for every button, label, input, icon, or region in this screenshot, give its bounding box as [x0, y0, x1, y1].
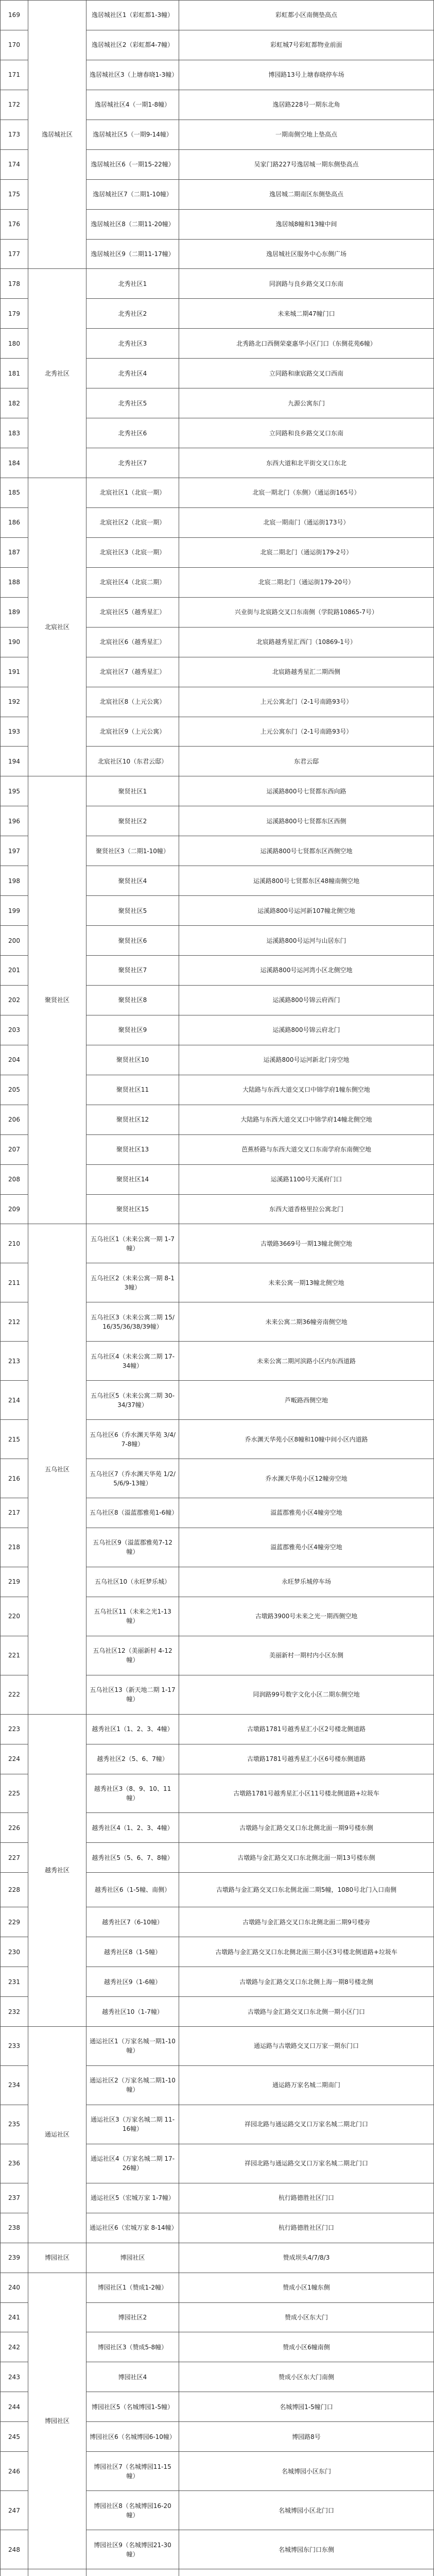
site-address: 运溪路800号锦云府西门	[179, 985, 434, 1015]
sub-location: 北秀社区1	[86, 269, 179, 299]
sub-location: 北宸社区5（越秀星汇）	[86, 597, 179, 627]
row-number: 191	[1, 657, 28, 687]
row-number: 207	[1, 1134, 28, 1164]
row-number: 179	[1, 299, 28, 329]
sub-location: 五乌社区5（未来公寓二期 30-34/37幢）	[86, 1381, 179, 1420]
row-number: 182	[1, 388, 28, 418]
sub-location: 聚贤社区14	[86, 1164, 179, 1194]
site-address: 芭蕉桥路与东西大道交叉口东南学府东南侧空地	[179, 1134, 434, 1164]
row-number: 225	[1, 1774, 28, 1813]
row-number: 186	[1, 507, 28, 537]
row-number: 180	[1, 329, 28, 359]
site-address: 彩虹都小区南侧垫高点	[179, 1, 434, 30]
row-number: 213	[1, 1342, 28, 1381]
sub-location: 越秀社区3（8、9、10、11幢）	[86, 1774, 179, 1813]
sub-location: 博园社区4	[86, 2362, 179, 2392]
table-row	[1, 1, 434, 30]
sub-location: 越秀社区10（1-7幢）	[86, 1997, 179, 2027]
table-row	[1, 2569, 434, 2576]
row-number: 204	[1, 1045, 28, 1075]
sub-location: 逸居城社区8（二期11-20幢）	[86, 209, 179, 239]
row-number: 196	[1, 806, 28, 836]
community-name: 北宸社区	[28, 478, 86, 776]
sub-location: 聚贤社区7	[86, 956, 179, 986]
table-row	[1, 2243, 434, 2273]
sub-location: 聚贤社区15	[86, 1194, 179, 1224]
row-number: 247	[1, 2491, 28, 2530]
site-address: 北宸二期北门（通运街179-20号）	[179, 567, 434, 597]
row-number: 169	[1, 1, 28, 30]
site-address: 逸居路228号一期东北角	[179, 90, 434, 120]
table-row	[1, 2027, 434, 2066]
row-number: 193	[1, 717, 28, 747]
site-address: 博园路8号	[179, 2422, 434, 2452]
sub-location: 博园社区1（赞成1-2幢）	[86, 2273, 179, 2302]
row-number: 198	[1, 866, 28, 896]
sub-location: 五乌社区1（未来公寓一期 1-7幢）	[86, 1224, 179, 1263]
site-address: 博园路13号上塘春晓停车场	[179, 60, 434, 90]
sub-location: 博园社区9（名城博园21-30幢）	[86, 2530, 179, 2569]
site-address: 古墩路与金汇路交叉口东北侧北面一期9号楼东侧	[179, 1813, 434, 1843]
site-address: 杭行路德胜社区门口	[179, 2213, 434, 2243]
site-address: 北宸路越秀星汇西门（10869-1号）	[179, 627, 434, 657]
sub-location: 聚贤社区1	[86, 776, 179, 806]
row-number: 178	[1, 269, 28, 299]
sub-location: 博园社区7（名城博园11-15幢）	[86, 2452, 179, 2491]
row-number: 173	[1, 120, 28, 149]
row-number: 211	[1, 1263, 28, 1302]
row-number: 228	[1, 1873, 28, 1907]
site-address: 古墩路1781号越秀星汇小区11号楼北侧道路+垃圾车	[179, 1774, 434, 1813]
sub-location: 北秀社区5	[86, 388, 179, 418]
sub-location: 通运社区4（万家名城二期 17-26幢）	[86, 2144, 179, 2183]
site-address: 古墩路与金汇路交叉口东北侧北面二期5幢，1080号北门入口南侧	[179, 1873, 434, 1907]
site-address: 未来公寓二期河滨路小区内东西道路	[179, 1342, 434, 1381]
sub-location: 五乌社区9（溢蓝郡雅苑7-12幢）	[86, 1528, 179, 1567]
sub-location: 逸居城社区2（彩虹都4-7幢）	[86, 30, 179, 60]
site-address: 上元公寓东门（2-1号南路93号）	[179, 717, 434, 747]
row-number: 248	[1, 2530, 28, 2569]
row-number: 197	[1, 836, 28, 866]
site-address: 永旺梦乐城停车场	[179, 1567, 434, 1597]
sub-location: 聚贤社区12	[86, 1105, 179, 1134]
site-address: 通运路万家名城二期南门	[179, 2065, 434, 2105]
sub-location: 北秀社区3	[86, 329, 179, 359]
row-number: 176	[1, 209, 28, 239]
community-name: 博园社区	[28, 2273, 86, 2569]
community-name: 北秀社区	[28, 269, 86, 478]
sub-location: 北宸社区8（上元公寓）	[86, 687, 179, 717]
sub-location: 五乌社区2（未来公寓一期 8-13幢）	[86, 1263, 179, 1302]
site-address: 彩虹城7号彩虹都物业前面	[179, 30, 434, 60]
row-number: 223	[1, 1714, 28, 1744]
row-number: 238	[1, 2213, 28, 2243]
sub-location: 北秀社区2	[86, 299, 179, 329]
site-address	[179, 2569, 434, 2576]
sub-location: 五乌社区7（乔水渊天华苑 1/2/5/6/9-13幢）	[86, 1459, 179, 1498]
site-address: 名城博园东门口东侧	[179, 2530, 434, 2569]
row-number: 209	[1, 1194, 28, 1224]
row-number: 221	[1, 1636, 28, 1675]
row-number: 189	[1, 597, 28, 627]
site-address: 古墩路与金汇路交叉口东北侧上海一期8号楼北侧	[179, 1967, 434, 1997]
row-number: 231	[1, 1967, 28, 1997]
row-number: 220	[1, 1597, 28, 1636]
row-number: 236	[1, 2144, 28, 2183]
site-address: 运溪路1100号天溪府门口	[179, 1164, 434, 1194]
sub-location: 北宸社区6（越秀星汇）	[86, 627, 179, 657]
row-number: 184	[1, 448, 28, 478]
row-number: 188	[1, 567, 28, 597]
site-address: 运溪路800号七贤都东区西侧	[179, 806, 434, 836]
sub-location: 北宸社区7（越秀星汇）	[86, 657, 179, 687]
site-address: 祥园北路与通运路交叉口万家名城二期北门口	[179, 2105, 434, 2144]
sub-location: 北宸社区9（上元公寓）	[86, 717, 179, 747]
sub-location: 越秀社区8（1-5幢）	[86, 1937, 179, 1967]
sub-location: 北宸社区2（北宸一期）	[86, 507, 179, 537]
sub-location: 北秀社区4	[86, 359, 179, 388]
row-number: 217	[1, 1498, 28, 1528]
sub-location: 逸居城社区1（彩虹都1-3幢）	[86, 1, 179, 30]
row-number: 205	[1, 1075, 28, 1105]
sub-location: 逸居城社区3（上塘春晓1-3幢）	[86, 60, 179, 90]
row-number: 187	[1, 537, 28, 567]
table-row	[1, 269, 434, 299]
site-address: 东君云邸	[179, 747, 434, 776]
row-number: 229	[1, 1907, 28, 1937]
row-number: 190	[1, 627, 28, 657]
row-number: 219	[1, 1567, 28, 1597]
site-address: 古墩路3900号未来之光一期西侧空地	[179, 1597, 434, 1636]
row-number: 212	[1, 1302, 28, 1342]
sub-location: 越秀社区1（1、2、3、4幢）	[86, 1714, 179, 1744]
location-table-body	[1, 1, 434, 2576]
sub-location: 聚贤社区8	[86, 985, 179, 1015]
row-number: 203	[1, 1015, 28, 1045]
row-number: 210	[1, 1224, 28, 1263]
sub-location: 北秀社区7	[86, 448, 179, 478]
sub-location: 通运社区6（宏城万家 8-14幢）	[86, 2213, 179, 2243]
row-number: 230	[1, 1937, 28, 1967]
sub-location: 逸居城社区4（一期1-8幢）	[86, 90, 179, 120]
row-number: 170	[1, 30, 28, 60]
site-address: 未来公寓一期13幢北侧空地	[179, 1263, 434, 1302]
site-address: 北宸二期北门（通运街179-2号）	[179, 537, 434, 567]
sub-location: 聚贤社区11	[86, 1075, 179, 1105]
sub-location: 通运社区3（万家名城二期 11-16幢）	[86, 2105, 179, 2144]
site-address: 北宸一期南门（通运街173号）	[179, 507, 434, 537]
site-address: 逸居城二期南区东侧垫高点	[179, 179, 434, 209]
row-number: 200	[1, 926, 28, 956]
sub-location: 聚贤社区3（二期1-10幢）	[86, 836, 179, 866]
sub-location: 北宸社区10（东君云邸）	[86, 747, 179, 776]
row-number: 237	[1, 2183, 28, 2213]
sub-location: 越秀社区4（1、2、3、4幢）	[86, 1813, 179, 1843]
site-address: 杭行路德胜社区门口	[179, 2183, 434, 2213]
site-address: 名城博园小区北门口	[179, 2491, 434, 2530]
community-name: 聚贤社区	[28, 776, 86, 1224]
table-row	[1, 478, 434, 508]
row-number: 185	[1, 478, 28, 508]
site-address: 古墩路与金汇路交叉口东北侧北面二期9号楼旁	[179, 1907, 434, 1937]
row-number: 224	[1, 1744, 28, 1774]
row-number: 243	[1, 2362, 28, 2392]
row-number: 199	[1, 896, 28, 926]
sub-location: 博园社区6（名城博园6-10幢）	[86, 2422, 179, 2452]
site-address: 吴家门路227号逸居城一期东侧垫高点	[179, 149, 434, 179]
row-number: 245	[1, 2422, 28, 2452]
row-number: 208	[1, 1164, 28, 1194]
site-address: 古墩路3669号一期13幢北侧空地	[179, 1224, 434, 1263]
site-address: 北秀路北口西侧荣豪惠华小区门口（东侧花苑6幢）	[179, 329, 434, 359]
table-row	[1, 1224, 434, 1263]
site-address: 赞成小区东大门南侧	[179, 2362, 434, 2392]
row-number: 242	[1, 2332, 28, 2362]
sub-location: 聚贤社区9	[86, 1015, 179, 1045]
site-address: 芦畈路西侧空地	[179, 1381, 434, 1420]
site-address: 北宸路越秀星汇二期西侧	[179, 657, 434, 687]
row-number: 195	[1, 776, 28, 806]
sub-location: 博园社区3（赞成5-8幢）	[86, 2332, 179, 2362]
table-row	[1, 776, 434, 806]
row-number: 175	[1, 179, 28, 209]
community-name: 越秀社区	[28, 1714, 86, 2026]
row-number: 206	[1, 1105, 28, 1134]
row-number: 172	[1, 90, 28, 120]
site-address: 乔水渊天华苑小区12幢旁空地	[179, 1459, 434, 1498]
row-number: 222	[1, 1675, 28, 1714]
community-name: 博园社区	[28, 2243, 86, 2273]
row-number: 214	[1, 1381, 28, 1420]
sub-location: 北宸社区4（北宸二期）	[86, 567, 179, 597]
site-address: 古墩路1781号越秀星汇小区6号楼东侧道路	[179, 1744, 434, 1774]
sub-location: 越秀社区6（1-5幢、南侧）	[86, 1873, 179, 1907]
row-number: 174	[1, 149, 28, 179]
row-number: 181	[1, 359, 28, 388]
site-address: 赞成小区东大门	[179, 2302, 434, 2332]
site-address: 一期南侧空地上垫高点	[179, 120, 434, 149]
site-address: 通运路与古墩路交叉口万家一期东门口	[179, 2027, 434, 2066]
sub-location: 通运社区5（宏城万家 1-7幢）	[86, 2183, 179, 2213]
site-address: 运溪路800号运河新北门旁空地	[179, 1045, 434, 1075]
site-address: 运溪路800号七贤都东西向路	[179, 776, 434, 806]
sub-location: 越秀社区7（6-10幢）	[86, 1907, 179, 1937]
site-address: 运溪路800号锦云府北门	[179, 1015, 434, 1045]
row-number: 177	[1, 239, 28, 269]
row-number: 192	[1, 687, 28, 717]
sub-location: 五乌社区8（溢蓝郡雅苑1-6幢）	[86, 1498, 179, 1528]
site-address: 古墩路与金汇路交叉口东北侧北面一期13号楼东侧	[179, 1843, 434, 1873]
sub-location: 逸居城社区5（一期9-14幢）	[86, 120, 179, 149]
row-number: 234	[1, 2065, 28, 2105]
table-row	[1, 1714, 434, 1744]
community-name: 逸居城社区	[28, 1, 86, 269]
row-number: 244	[1, 2392, 28, 2422]
row-number: 241	[1, 2302, 28, 2332]
sub-location: 逸居城社区7（二期1-10幢）	[86, 179, 179, 209]
sub-location: 五乌社区12（美丽新村 4-12幢）	[86, 1636, 179, 1675]
site-address: 名城博园小区东门	[179, 2452, 434, 2491]
site-address: 古墩路与金汇路交叉口东北侧一期小区门口	[179, 1997, 434, 2027]
site-address: 同润路与良乡路交叉口东南	[179, 269, 434, 299]
site-address: 东西大道香格里拉公寓北门	[179, 1194, 434, 1224]
row-number: 226	[1, 1813, 28, 1843]
site-address: 赞成小区6幢南侧	[179, 2332, 434, 2362]
site-address: 赞成小区1幢东侧	[179, 2273, 434, 2302]
row-number: 239	[1, 2243, 28, 2273]
row-number	[1, 2569, 28, 2576]
sub-location: 博园社区2	[86, 2302, 179, 2332]
row-number: 232	[1, 1997, 28, 2027]
sub-location: 北宸社区3（北宸一期）	[86, 537, 179, 567]
site-address: 未来城二期47幢门口	[179, 299, 434, 329]
sub-location: 逸居城社区9（二期11-17幢）	[86, 239, 179, 269]
site-address: 名城博园1-5幢门口	[179, 2392, 434, 2422]
sub-location: 博园社区	[86, 2243, 179, 2273]
sub-location: 聚贤社区13	[86, 1134, 179, 1164]
row-number: 215	[1, 1420, 28, 1459]
site-address: 运溪路800号运河湾小区北侧空地	[179, 956, 434, 986]
site-address: 运溪路800号运河与山居东门	[179, 926, 434, 956]
site-address: 逸居城8幢和13幢中间	[179, 209, 434, 239]
row-number: 218	[1, 1528, 28, 1567]
site-address: 大陆路与东西大道交叉口中锦学府1幢东侧空地	[179, 1075, 434, 1105]
community-name: 通运社区	[28, 2027, 86, 2243]
row-number: 216	[1, 1459, 28, 1498]
site-address: 美丽新村一期村内小区东侧	[179, 1636, 434, 1675]
site-address: 运溪路800号七贤都东区西侧空地	[179, 836, 434, 866]
row-number: 227	[1, 1843, 28, 1873]
row-number: 233	[1, 2027, 28, 2066]
sub-location: 通运社区2（万家名城二期1-10幢）	[86, 2065, 179, 2105]
site-address: 逸居城社区服务中心东侧广场	[179, 239, 434, 269]
row-number: 202	[1, 985, 28, 1015]
sub-location: 北秀社区6	[86, 418, 179, 448]
row-number: 246	[1, 2452, 28, 2491]
sub-location: 五乌社区11（未来之光1-13幢）	[86, 1597, 179, 1636]
row-number: 171	[1, 60, 28, 90]
sub-location: 五乌社区6（乔水渊天华苑 3/4/7-8幢）	[86, 1420, 179, 1459]
sub-location: 聚贤社区6	[86, 926, 179, 956]
site-address: 立同路和良乡路交叉口东南	[179, 418, 434, 448]
site-address: 同润路99号数字文化小区二期东侧空地	[179, 1675, 434, 1714]
row-number: 194	[1, 747, 28, 776]
site-address: 九源公寓东门	[179, 388, 434, 418]
site-address: 兴业街与北宸路交叉口东南侧（学院路10865-7号）	[179, 597, 434, 627]
site-address: 乔水渊天华苑小区8幢和10幢中间小区内道路	[179, 1420, 434, 1459]
table-row	[1, 2273, 434, 2302]
sub-location: 博园社区5（名城博园1-5幢）	[86, 2392, 179, 2422]
sub-location: 通运社区1（万家名城一期1-10幢）	[86, 2027, 179, 2066]
sub-location: 越秀社区9（1-6幢）	[86, 1967, 179, 1997]
row-number: 201	[1, 956, 28, 986]
site-address: 溢蓝郡雅苑小区4幢旁空地	[179, 1528, 434, 1567]
row-number: 235	[1, 2105, 28, 2144]
sub-location: 聚贤社区2	[86, 806, 179, 836]
sub-location: 聚贤社区10	[86, 1045, 179, 1075]
site-address: 祥园北路与通运路交叉口万家名城二期北门口	[179, 2144, 434, 2183]
sub-location: 五乌社区13（新天地二期 1-17幢）	[86, 1675, 179, 1714]
site-address: 未来公寓二期36幢旁南侧空地	[179, 1302, 434, 1342]
site-address: 北宸一期北门（东侧）（通运街165号）	[179, 478, 434, 508]
site-address: 古墩路1781号越秀星汇小区2号楼北侧道路	[179, 1714, 434, 1744]
sub-location: 五乌社区4（未来公寓二期 17-34幢）	[86, 1342, 179, 1381]
sub-location: 越秀社区5（5、6、7、8幢）	[86, 1843, 179, 1873]
sub-location	[86, 2569, 179, 2576]
sub-location: 五乌社区10（永旺梦乐城）	[86, 1567, 179, 1597]
sub-location: 五乌社区3（未来公寓二期 15/16/35/36/38/39幢）	[86, 1302, 179, 1342]
row-number: 183	[1, 418, 28, 448]
site-address: 运溪路800号七贤都东区48幢南侧空地	[179, 866, 434, 896]
community-name: 五乌社区	[28, 1224, 86, 1714]
site-address: 赞成坝头4/7/8/3	[179, 2243, 434, 2273]
row-number: 240	[1, 2273, 28, 2302]
site-address: 运溪路800号运河新107幢北侧空地	[179, 896, 434, 926]
site-address: 溢蓝郡雅苑小区4幢旁空地	[179, 1498, 434, 1528]
sub-location: 聚贤社区5	[86, 896, 179, 926]
community-name	[28, 2569, 86, 2576]
site-address: 立同路和康宸路交叉口西南	[179, 359, 434, 388]
site-address: 上元公寓北门（2-1号南路93号）	[179, 687, 434, 717]
sub-location: 博园社区8（名城博园16-20幢）	[86, 2491, 179, 2530]
site-address: 古墩路与金汇路交叉口东北侧北面三期小区3号楼北侧道路+垃圾车	[179, 1937, 434, 1967]
sub-location: 北宸社区1（北宸一期）	[86, 478, 179, 508]
sub-location: 逸居城社区6（一期15-22幢）	[86, 149, 179, 179]
sub-location: 越秀社区2（5、6、7幢）	[86, 1744, 179, 1774]
site-address: 大陆路与东西大道交叉口中锦学府14幢北侧空地	[179, 1105, 434, 1134]
sub-location: 聚贤社区4	[86, 866, 179, 896]
site-address: 东西大道和北平街交叉口东北	[179, 448, 434, 478]
